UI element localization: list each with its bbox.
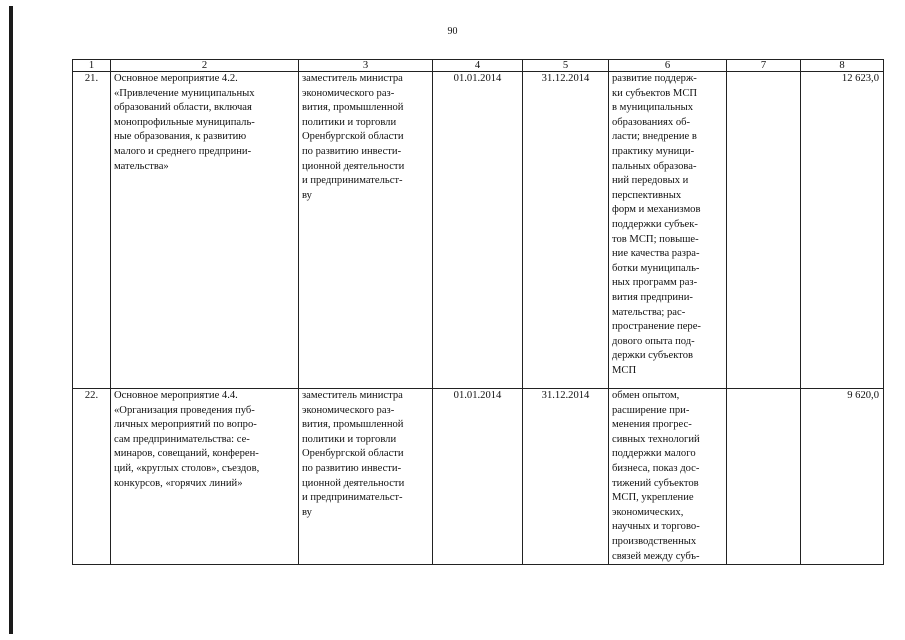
col7-cell xyxy=(727,389,801,565)
col7-cell xyxy=(727,72,801,389)
end-date: 31.12.2014 xyxy=(523,72,609,389)
header-col-8: 8 xyxy=(801,60,884,72)
end-date: 31.12.2014 xyxy=(523,389,609,565)
result-cell xyxy=(609,72,727,389)
result-text: развитие поддерж- ки субъектов МСП в муниципальных образованиях об- ласти; внедрение в практику муници- пальных образова- ний передовых и перспективных форм и механизмов поддержки субъек- тов МСП; повыше- ние качества разра- ботки муниципаль- ных программ раз- вития предприни- мательства; рас- пространение пере- дового опыта под- держки субъектов МСП xyxy=(612,73,701,376)
header-col-6: 6 xyxy=(609,60,727,72)
executor-cell xyxy=(299,72,433,389)
activity-cell xyxy=(111,389,299,565)
header-col-4: 4 xyxy=(433,60,523,72)
amount-cell: 12 623,0 xyxy=(801,72,884,389)
activity-text: Основное мероприятие 4.4. «Организация проведения пуб- личных мероприятий по вопро- сам предпринимательства: се- минаров, совещаний, конферен- ций, «круглых столов», съездов, конкурсов, «горячих линий» xyxy=(114,390,260,489)
result-text: обмен опытом, расширение при- менения прогрес- сивных технологий поддержки малого бизнеса, показ дос- тижений субъектов МСП, укрепление экономических, научных и торгово- производственных связей между субъ- xyxy=(612,390,700,562)
header-col-7: 7 xyxy=(727,60,801,72)
executor-text: заместитель министра экономического раз- вития, промышленной политики и торговли Оренбургской области по развитию инвести- ционной деятельности и предпринимательст- ву xyxy=(302,73,405,201)
executor-text: заместитель министра экономического раз- вития, промышленной политики и торговли Оренбургской области по развитию инвести- ционной деятельности и предпринимательст- ву xyxy=(302,390,405,518)
activity-cell xyxy=(111,72,299,389)
header-row xyxy=(73,60,884,72)
amount-cell: 9 620,0 xyxy=(801,389,884,565)
table-row xyxy=(73,72,884,389)
table-row xyxy=(73,389,884,565)
executor-cell xyxy=(299,389,433,565)
header-col-5: 5 xyxy=(523,60,609,72)
plan-table xyxy=(72,59,884,565)
row-number: 22. xyxy=(73,389,111,565)
row-number: 21. xyxy=(73,72,111,389)
start-date: 01.01.2014 xyxy=(433,72,523,389)
header-col-2: 2 xyxy=(111,60,299,72)
header-col-3: 3 xyxy=(299,60,433,72)
activity-text: Основное мероприятие 4.2. «Привлечение муниципальных образований области, включая монопрофильные муниципаль- ные образования, к развитию малого и среднего предприни- мательства» xyxy=(114,73,255,172)
start-date: 01.01.2014 xyxy=(433,389,523,565)
header-col-1: 1 xyxy=(73,60,111,72)
binding-edge xyxy=(9,6,13,634)
page-number: 90 xyxy=(447,26,458,37)
result-cell xyxy=(609,389,727,565)
